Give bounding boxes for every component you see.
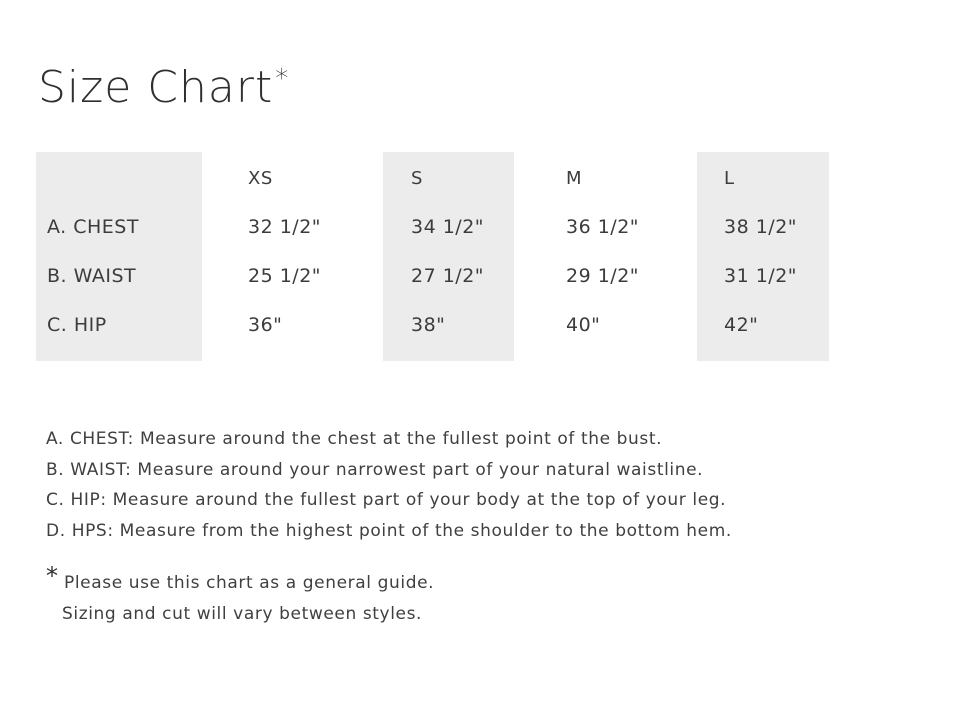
measurement-notes [46, 424, 732, 546]
header-xs: XS [248, 168, 273, 189]
row-label-hip: C. HIP [47, 314, 107, 336]
waist-xs: 25 1/2" [248, 265, 322, 287]
row-label-chest: A. CHEST [47, 216, 139, 238]
size-l-column-shade [697, 152, 829, 361]
disclaimer-asterisk: * [46, 562, 58, 590]
hip-m: 40" [566, 314, 601, 336]
waist-m: 29 1/2" [566, 265, 640, 287]
header-l: L [724, 168, 735, 189]
note-hps: D. HPS: Measure from the highest point of the shoulder to the bottom hem. [46, 520, 732, 541]
header-m: M [566, 168, 583, 189]
disclaimer-line-2: Sizing and cut will vary between styles. [62, 604, 423, 624]
disclaimer [46, 562, 435, 630]
note-waist: B. WAIST: Measure around your narrowest part of your natural waistline. [46, 459, 704, 480]
hip-l: 42" [724, 314, 759, 336]
note-hip: C. HIP: Measure around the fullest part of your body at the top of your leg. [46, 490, 727, 510]
page-title-text: Size Chart [38, 62, 274, 113]
page-title [38, 62, 289, 113]
size-s-column-shade [383, 152, 514, 361]
header-s: S [411, 168, 423, 189]
chest-xs: 32 1/2" [248, 216, 322, 238]
row-label-waist: B. WAIST [47, 265, 137, 287]
chest-l: 38 1/2" [724, 216, 798, 238]
hip-xs: 36" [248, 314, 283, 336]
title-asterisk: * [275, 64, 290, 94]
disclaimer-line-1: Please use this chart as a general guide. [64, 573, 435, 593]
chest-s: 34 1/2" [411, 216, 485, 238]
note-chest: A. CHEST: Measure around the chest at the fullest point of the bust. [46, 429, 663, 449]
hip-s: 38" [411, 314, 446, 336]
waist-l: 31 1/2" [724, 265, 798, 287]
chest-m: 36 1/2" [566, 216, 640, 238]
waist-s: 27 1/2" [411, 265, 485, 287]
